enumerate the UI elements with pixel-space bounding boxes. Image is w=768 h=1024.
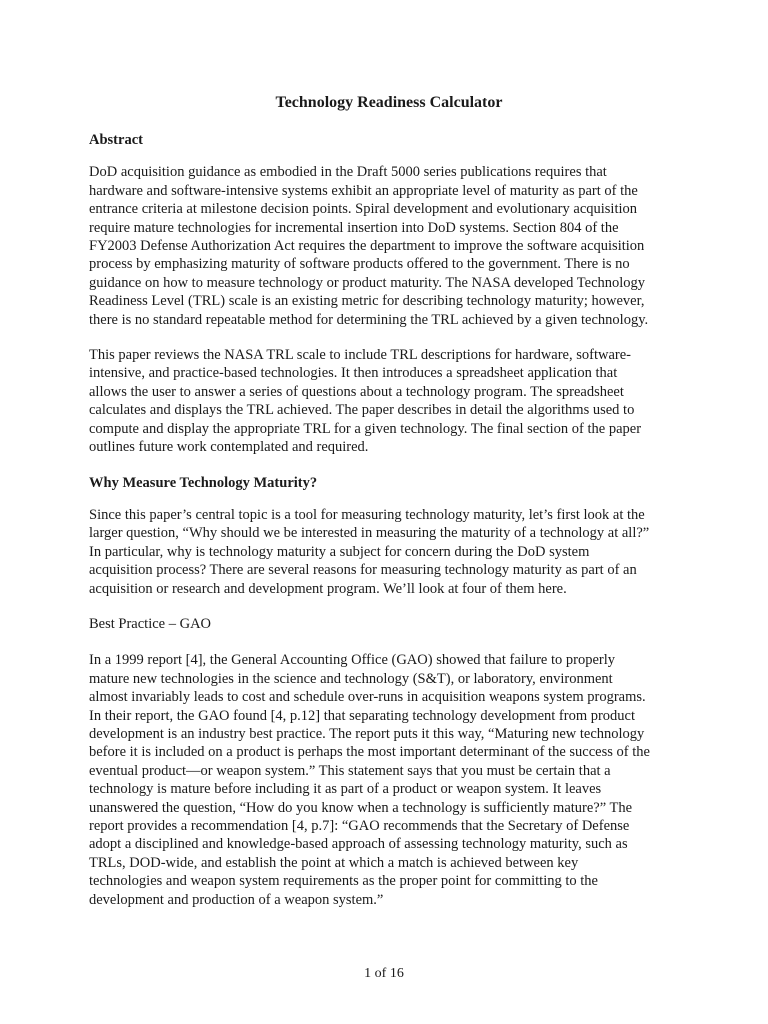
text-line: technologies and weapon system requirements as the proper point for committing to the: [89, 873, 598, 890]
text-line: TRLs, DOD-wide, and establish the point at which a match is achieved between key: [89, 854, 579, 871]
text-line: acquisition process? There are several reasons for measuring technology maturity as part of an: [89, 562, 637, 579]
subheading-best-practice: Best Practice – GAO: [89, 615, 212, 632]
text-line: report provides a recommendation [4, p.7]: “GAO recommends that the Secretary of Defense: [89, 818, 630, 834]
page-content: [89, 93, 689, 926]
text-line: adopt a disciplined and knowledge-based approach of assessing technology maturity, such as: [89, 836, 628, 853]
text-line: DoD acquisition guidance as embodied in the Draft 5000 series publications requires that: [89, 164, 607, 181]
text-line: FY2003 Defense Authorization Act requires the department to improve the software acquisition: [89, 238, 645, 255]
text-line: mature new technologies in the science and technology (S&T), or laboratory, environment: [89, 670, 613, 687]
text-line: outlines future work contemplated and required.: [89, 439, 369, 456]
text-line: before it is included on a product is perhaps the most important determinant of the success of the: [89, 744, 650, 761]
text-line: calculates and displays the TRL achieved. The paper describes in detail the algorithms used to: [89, 402, 635, 419]
page-number: 1 of 16: [364, 966, 404, 981]
section-heading-why-measure: Why Measure Technology Maturity?: [89, 474, 318, 491]
document-title: Technology Readiness Calculator: [275, 94, 503, 111]
text-line: technology is mature before including it as part of a product or weapon system. It leaves: [89, 781, 602, 798]
text-line: hardware and software-intensive systems exhibit an appropriate level of maturity as part of the: [89, 182, 638, 199]
text-line: guidance on how to measure technology or product maturity. The NASA developed Technology: [89, 274, 646, 291]
text-line: there is no standard repeatable method for determining the TRL achieved by a given technology.: [89, 311, 649, 328]
text-line: unanswered the question, “How do you know when a technology is sufficiently mature?” The: [89, 799, 633, 816]
abstract-paragraph-2: [89, 346, 689, 456]
text-line: Readiness Level (TRL) scale is an existing metric for describing technology maturity; however,: [89, 293, 645, 310]
text-line: entrance criteria at milestone decision points. Spiral development and evolutionary acquisition: [89, 201, 638, 218]
best-practice-paragraph: [89, 651, 689, 909]
text-line: require mature technologies for incremental insertion into DoD systems. Section 804 of the: [89, 219, 619, 236]
text-line: In particular, why is technology maturity a subject for concern during the DoD system: [89, 543, 590, 560]
text-line: In a 1999 report [4], the General Accounting Office (GAO) showed that failure to properly: [89, 652, 615, 669]
text-line: development and production of a weapon system.”: [89, 891, 384, 908]
why-measure-paragraph: [89, 506, 689, 598]
text-line: compute and display the appropriate TRL for a given technology. The final section of the paper: [89, 420, 642, 437]
text-line: development is an industry best practice. The report puts it this way, “Maturing new technology: [89, 725, 645, 742]
abstract-paragraph-1: [89, 163, 689, 329]
text-line: This paper reviews the NASA TRL scale to include TRL descriptions for hardware, software-: [89, 347, 631, 364]
text-line: acquisition or research and development program. We’ll look at four of them here.: [89, 580, 567, 597]
section-heading-abstract: Abstract: [89, 132, 143, 148]
text-line: intensive, and practice-based technologies. It then introduces a spreadsheet application that: [89, 365, 618, 382]
text-line: process by emphasizing maturity of software products offered to the government. There is no: [89, 256, 630, 273]
text-line: almost invariably leads to cost and schedule over-runs in acquisition weapons system programs.: [89, 689, 646, 706]
text-line: Since this paper’s central topic is a tool for measuring technology maturity, let’s first look at the: [89, 506, 645, 523]
text-line: allows the user to answer a series of questions about a technology program. The spreadsheet: [89, 383, 624, 400]
text-line: eventual product—or weapon system.” This statement says that you must be certain that a: [89, 762, 611, 779]
text-line: In their report, the GAO found [4, p.12] that separating technology development from product: [89, 707, 636, 724]
text-line: larger question, “Why should we be interested in measuring the maturity of a technology at all?”: [89, 525, 650, 542]
